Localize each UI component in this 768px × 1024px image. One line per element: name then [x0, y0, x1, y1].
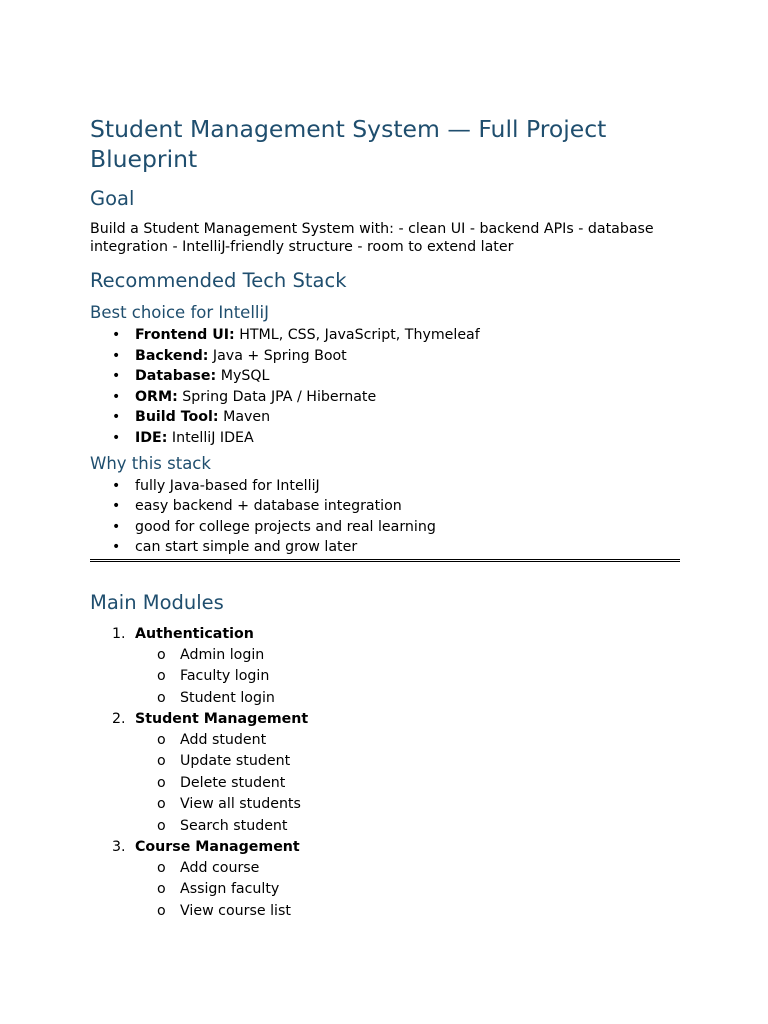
item-label: Backend: [135, 347, 209, 364]
sub-item [135, 858, 680, 880]
item-value: Spring Data JPA / Hibernate [177, 388, 377, 405]
sub-item [135, 730, 680, 752]
bullet-marker: • [112, 388, 121, 405]
item-value: Maven [218, 409, 271, 426]
sub-marker: o [157, 859, 166, 876]
bullet-marker: • [112, 368, 121, 385]
sub-item [135, 751, 680, 773]
why-stack-heading: Why this stack [90, 453, 211, 473]
tech-stack-heading: Recommended Tech Stack [90, 269, 347, 292]
document-title: Student Management System — Full Project Blueprint [90, 115, 607, 173]
list-item [90, 366, 680, 387]
list-item [90, 387, 680, 408]
list-item [90, 346, 680, 367]
list-item [90, 428, 680, 449]
sub-item-text: Delete student [180, 774, 286, 791]
list-item [90, 537, 680, 558]
module-item-course-management [90, 837, 680, 922]
item-value: MySQL [216, 368, 270, 385]
module-name: Student Management [135, 711, 309, 728]
tech-stack-list [90, 325, 680, 449]
item-value: HTML, CSS, JavaScript, Thymeleaf [234, 327, 480, 343]
list-item [90, 517, 680, 538]
item-label: Database: [135, 368, 217, 385]
sub-item-text: Admin login [180, 646, 265, 663]
sub-list [135, 858, 680, 923]
bullet-marker: • [112, 347, 121, 364]
sub-item [135, 645, 680, 667]
item-text: good for college projects and real learning [135, 518, 436, 535]
sub-marker: o [157, 796, 166, 813]
list-number: 1. [112, 625, 126, 642]
bullet-marker: • [112, 498, 121, 515]
list-item [90, 407, 680, 428]
bullet-marker: • [112, 409, 121, 426]
sub-marker: o [157, 817, 166, 834]
sub-item-text: View course list [180, 902, 291, 919]
sub-item [135, 773, 680, 795]
sub-item [135, 794, 680, 816]
sub-item-text: View all students [180, 796, 301, 813]
modules-heading: Main Modules [90, 590, 224, 614]
bullet-marker: • [112, 327, 121, 343]
module-item-student-management [90, 709, 680, 837]
sub-item [135, 879, 680, 901]
item-text: fully Java-based for IntelliJ [135, 477, 320, 494]
list-number: 2. [112, 711, 126, 728]
bullet-marker: • [112, 518, 121, 535]
best-choice-heading: Best choice for IntelliJ [90, 303, 269, 322]
item-text: can start simple and grow later [135, 539, 358, 556]
bullet-marker: • [112, 477, 121, 494]
sub-list [135, 730, 680, 838]
list-item [90, 476, 680, 497]
list-number: 3. [112, 839, 126, 856]
sub-marker: o [157, 774, 166, 791]
item-label: ORM: [135, 388, 178, 405]
sub-item-text: Search student [180, 817, 288, 834]
item-label: Build Tool: [135, 409, 219, 426]
bullet-marker: • [112, 539, 121, 556]
item-label: Frontend UI: [135, 327, 235, 343]
sub-marker: o [157, 731, 166, 748]
sub-item-text: Add course [180, 859, 260, 876]
sub-item-text: Faculty login [180, 668, 270, 685]
sub-marker: o [157, 646, 166, 663]
modules-list [90, 624, 680, 922]
item-value: IntelliJ IDEA [167, 429, 254, 446]
sub-item-text: Add student [180, 731, 267, 748]
document-page [90, 114, 680, 922]
goal-text: Build a Student Management System with: - clean UI - backend APIs - database integration - IntelliJ-friendly structure - room to extend later [90, 221, 654, 255]
sub-item [135, 901, 680, 923]
module-name: Course Management [135, 839, 300, 856]
item-text: easy backend + database integration [135, 498, 402, 515]
sub-item-text: Update student [180, 753, 291, 770]
bullet-marker: • [112, 429, 121, 446]
sub-marker: o [157, 881, 166, 898]
module-item-authentication [90, 624, 680, 709]
sub-marker: o [157, 753, 166, 770]
sub-item-text: Assign faculty [180, 881, 280, 898]
item-label: IDE: [135, 429, 168, 446]
sub-item [135, 816, 680, 838]
sub-list [135, 645, 680, 710]
list-item [90, 496, 680, 517]
sub-item [135, 688, 680, 710]
why-stack-list [90, 476, 680, 558]
list-item [90, 325, 680, 346]
module-name: Authentication [135, 625, 254, 642]
sub-item [135, 666, 680, 688]
sub-marker: o [157, 668, 166, 685]
item-value: Java + Spring Boot [208, 347, 347, 364]
sub-marker: o [157, 689, 166, 706]
sub-item-text: Student login [180, 689, 275, 706]
sub-marker: o [157, 902, 166, 919]
goal-heading: Goal [90, 187, 135, 210]
